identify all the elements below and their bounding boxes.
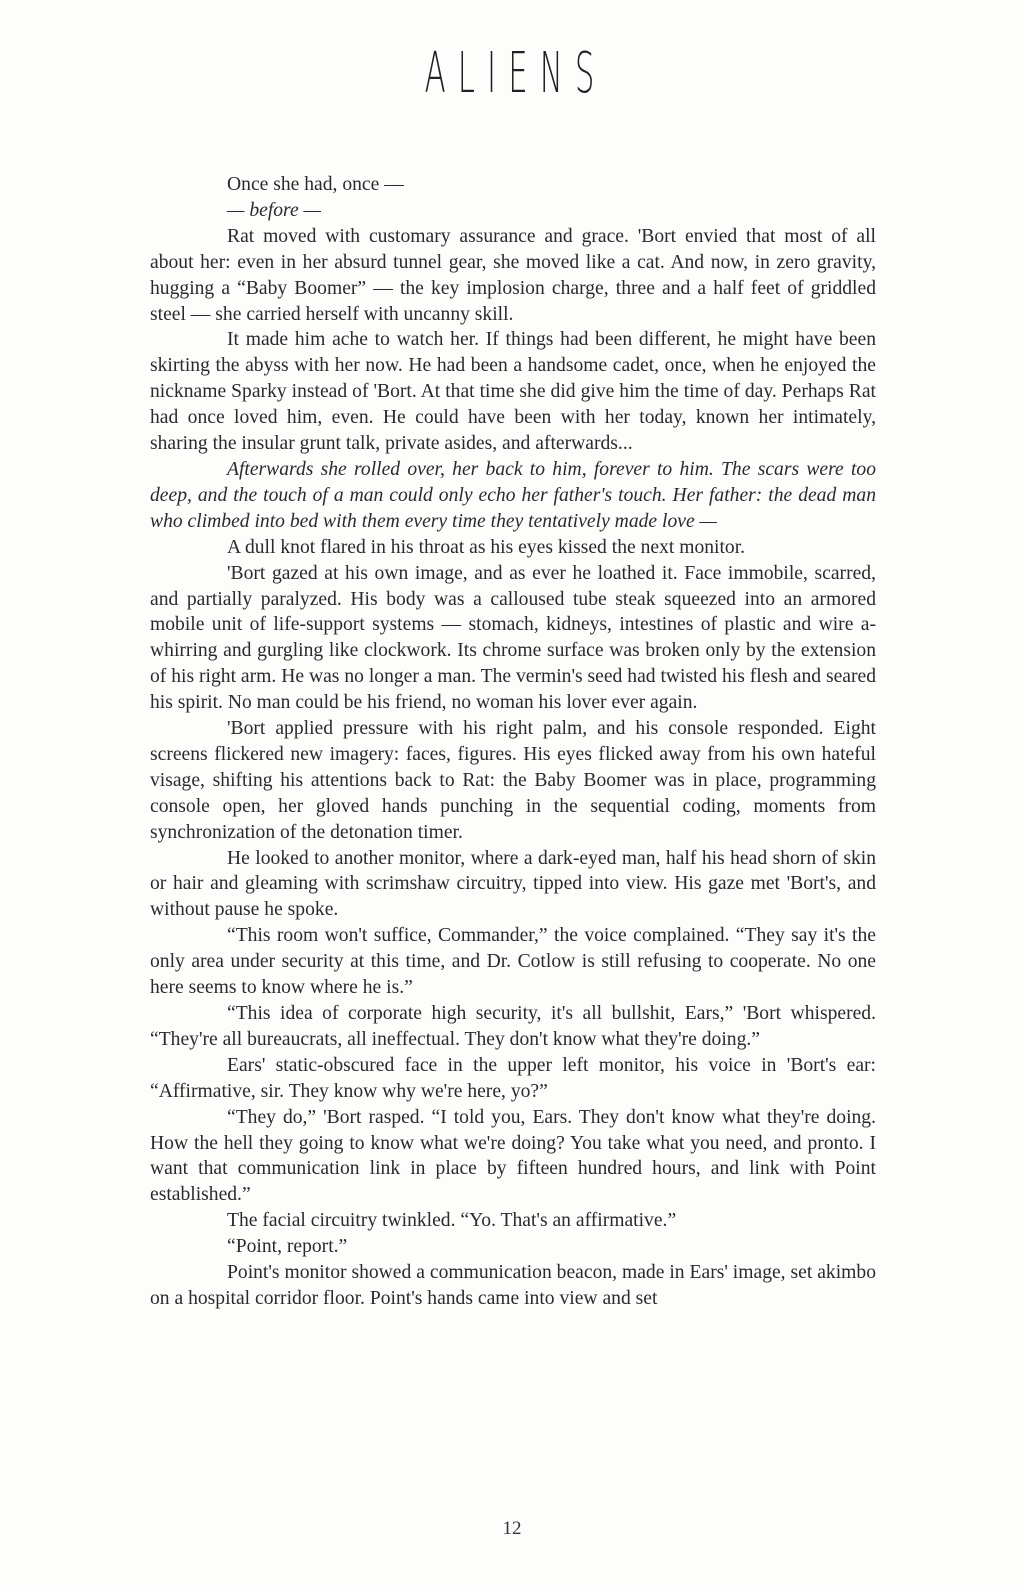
paragraph-12: Ears' static-obscured face in the upper left monitor, his voice in 'Bort's ear: “Affirmative, sir. They know why we're here, yo?” — [150, 1054, 876, 1102]
paragraph-6: A dull knot flared in his throat as his eyes kissed the next monitor. — [227, 536, 746, 558]
paragraph-5-italic: Afterwards she rolled over, her back to him, forever to him. The scars were too deep, and the touch of a man could only echo her father's touch. Her father: the dead man who climbed into bed with them every time they tentatively made love — — [150, 458, 876, 532]
body-text — [150, 172, 876, 1312]
paragraph-16: Point's monitor showed a communication beacon, made in Ears' image, set akimbo on a hospital corridor floor. Point's hands came into view and set — [150, 1262, 876, 1309]
paragraph-8: 'Bort applied pressure with his right palm, and his console responded. Eight screens flickered new imagery: faces, figures. His eyes flicked away from his own hateful visage, shifting his attentions back to Rat: the Baby Boomer was in place, programming console open, her gloved hands punching in the sequential coding, moments from synchronization of the detonation timer. — [150, 718, 876, 843]
paragraph-15: “Point, report.” — [227, 1236, 348, 1258]
paragraph-1: Once she had, once — — [227, 174, 404, 195]
page-number: 12 — [502, 1518, 522, 1539]
paragraph-7: 'Bort gazed at his own image, and as ever he loathed it. Face immobile, scarred, and partially paralyzed. His body was a calloused tube steak squeezed into an armored mobile unit of life-support systems — stomach, kidneys, intestines of plastic and wire a-whirring and gurgling like clockwork. Its chrome surface was broken only by the extension of his right arm. He was no longer a man. The vermin's seed had twisted his flesh and seared his spirit. No man could be his friend, no woman his lover ever again. — [150, 562, 876, 714]
paragraph-11: “This idea of corporate high security, it's all bullshit, Ears,” 'Bort whispered. “They're all bureaucrats, all ineffectual. They don't know what they're doing.” — [150, 1003, 876, 1050]
paragraph-4: It made him ache to watch her. If things had been different, he might have been skirting the abyss with her now. He had been a handsome cadet, once, when he enjoyed the nickname Sparky instead of 'Bort. At that time she did give him the time of day. Perhaps Rat had once loved him, even. He could have been with her today, known her intimately, sharing the insular grunt talk, private asides, and afterwards... — [150, 329, 876, 455]
paragraph-14: The facial circuitry twinkled. “Yo. That's an affirmative.” — [227, 1210, 677, 1232]
running-head: ALIENS — [424, 41, 607, 106]
paragraph-13: “They do,” 'Bort rasped. “I told you, Ears. They don't know what they're doing. How the hell they going to know what we're doing? You take what you need, and pronto. I want that communication link in place by fifteen hundred hours, and link with Point established.” — [150, 1106, 876, 1206]
paragraph-10: “This room won't suffice, Commander,” the voice complained. “They say it's the only area under security at this time, and Dr. Cotlow is still refusing to cooperate. No one here seems to know where he is.” — [150, 925, 876, 999]
paragraph-3: Rat moved with customary assurance and grace. 'Bort envied that most of all about her: even in her absurd tunnel gear, she moved like a cat. And now, in zero gravity, hugging a “Baby Boomer” — the key implosion charge, three and a half feet of griddled steel — she carried herself with uncanny skill. — [150, 225, 876, 325]
paragraph-9: He looked to another monitor, where a dark-eyed man, half his head shorn of skin or hair and gleaming with scrimshaw circuitry, tipped into view. His gaze met 'Bort's, and without pause he spoke. — [150, 847, 876, 921]
paragraph-2-italic: — before — — [227, 199, 321, 221]
